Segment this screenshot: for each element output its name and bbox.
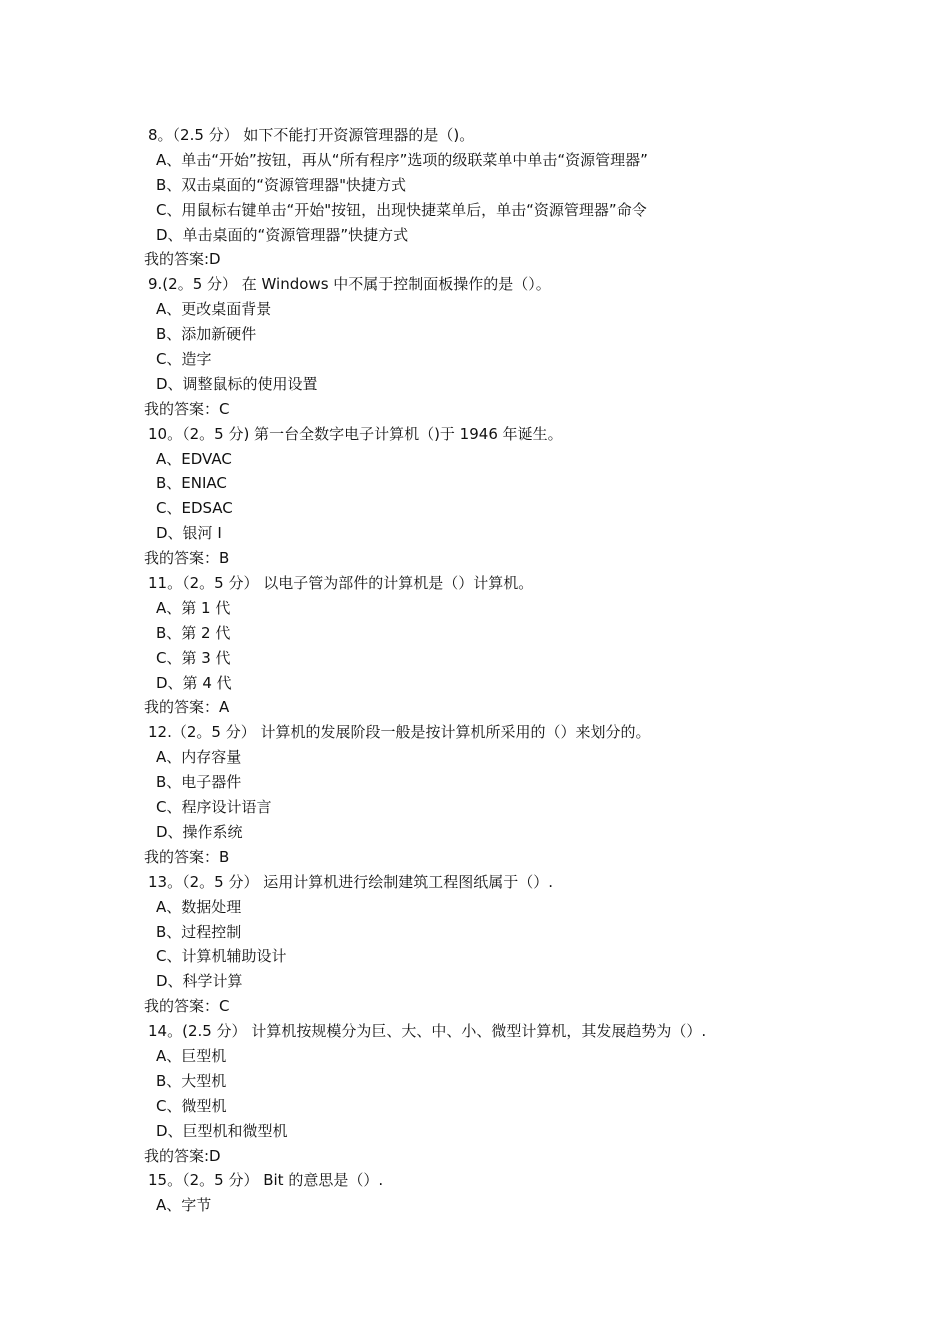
question-block xyxy=(0,1168,950,1218)
answer-option: A、EDVAC xyxy=(156,449,232,468)
question-block xyxy=(0,870,950,1019)
answer-option: C、计算机辅助设计 xyxy=(156,947,287,966)
answer-option: C、EDSAC xyxy=(156,499,233,518)
answer-option: A、内存容量 xyxy=(156,748,242,767)
answer-option: A、更改桌面背景 xyxy=(156,300,272,319)
my-answer: 我的答案:D xyxy=(144,1146,221,1165)
answer-option: D、操作系统 xyxy=(156,822,243,841)
answer-option: A、字节 xyxy=(156,1196,212,1215)
answer-option: B、过程控制 xyxy=(156,922,242,941)
answer-option: B、大型机 xyxy=(156,1071,227,1090)
answer-option: C、造字 xyxy=(156,350,212,369)
answer-option: A、第 1 代 xyxy=(156,598,231,617)
answer-option: D、巨型机和微型机 xyxy=(156,1121,288,1140)
answer-option: A、数据处理 xyxy=(156,897,242,916)
my-answer: 我的答案：C xyxy=(144,399,230,418)
question-block xyxy=(0,123,950,272)
answer-option: D、单击桌面的“资源管理器”快捷方式 xyxy=(156,225,409,244)
question-block xyxy=(0,272,950,421)
my-answer: 我的答案：B xyxy=(144,549,230,568)
question-block xyxy=(0,1019,950,1168)
question-stem: 12.（2。5 分） 计算机的发展阶段一般是按计算机所采用的（）来划分的。 xyxy=(148,723,651,742)
answer-option: C、微型机 xyxy=(156,1096,227,1115)
my-answer: 我的答案：B xyxy=(144,847,230,866)
question-stem: 9.(2。5 分） 在 Windows 中不属于控制面板操作的是（）。 xyxy=(148,275,551,294)
question-stem: 14。(2.5 分） 计算机按规模分为巨、大、中、小、微型计算机，其发展趋势为（）. xyxy=(148,1022,707,1041)
answer-option: C、程序设计语言 xyxy=(156,798,272,817)
answer-option: D、银河 I xyxy=(156,524,222,543)
question-stem: 8。（2.5 分） 如下不能打开资源管理器的是（)。 xyxy=(148,126,475,144)
answer-option: C、第 3 代 xyxy=(156,648,231,667)
answer-option: D、第 4 代 xyxy=(156,673,232,692)
question-stem: 15。（2。5 分） Bit 的意思是（）. xyxy=(148,1171,384,1190)
question-block xyxy=(0,571,950,720)
my-answer: 我的答案：C xyxy=(144,997,230,1016)
answer-option: A、单击“开始”按钮，再从“所有程序”选项的级联菜单中单击“资源管理器” xyxy=(156,150,648,169)
question-document xyxy=(0,123,950,1218)
my-answer: 我的答案:D xyxy=(144,250,221,269)
question-stem: 11。（2。5 分） 以电子管为部件的计算机是（）计算机。 xyxy=(148,574,534,593)
answer-option: B、ENIAC xyxy=(156,474,227,493)
answer-option: D、调整鼠标的使用设置 xyxy=(156,374,318,393)
answer-option: A、巨型机 xyxy=(156,1046,227,1065)
answer-option: B、第 2 代 xyxy=(156,623,231,642)
question-block xyxy=(0,720,950,869)
answer-option: D、科学计算 xyxy=(156,972,243,991)
my-answer: 我的答案：A xyxy=(144,698,230,717)
question-block xyxy=(0,422,950,571)
question-stem: 13。（2。5 分） 运用计算机进行绘制建筑工程图纸属于（）. xyxy=(148,872,553,891)
question-stem: 10。（2。5 分) 第一台全数字电子计算机（)于 1946 年诞生。 xyxy=(148,424,563,443)
answer-option: C、用鼠标右键单击“开始"按钮，出现快捷菜单后，单击“资源管理器”命令 xyxy=(156,200,647,219)
answer-option: B、添加新硬件 xyxy=(156,325,257,344)
answer-option: B、双击桌面的“资源管理器"快捷方式 xyxy=(156,175,406,194)
answer-option: B、电子器件 xyxy=(156,773,242,792)
